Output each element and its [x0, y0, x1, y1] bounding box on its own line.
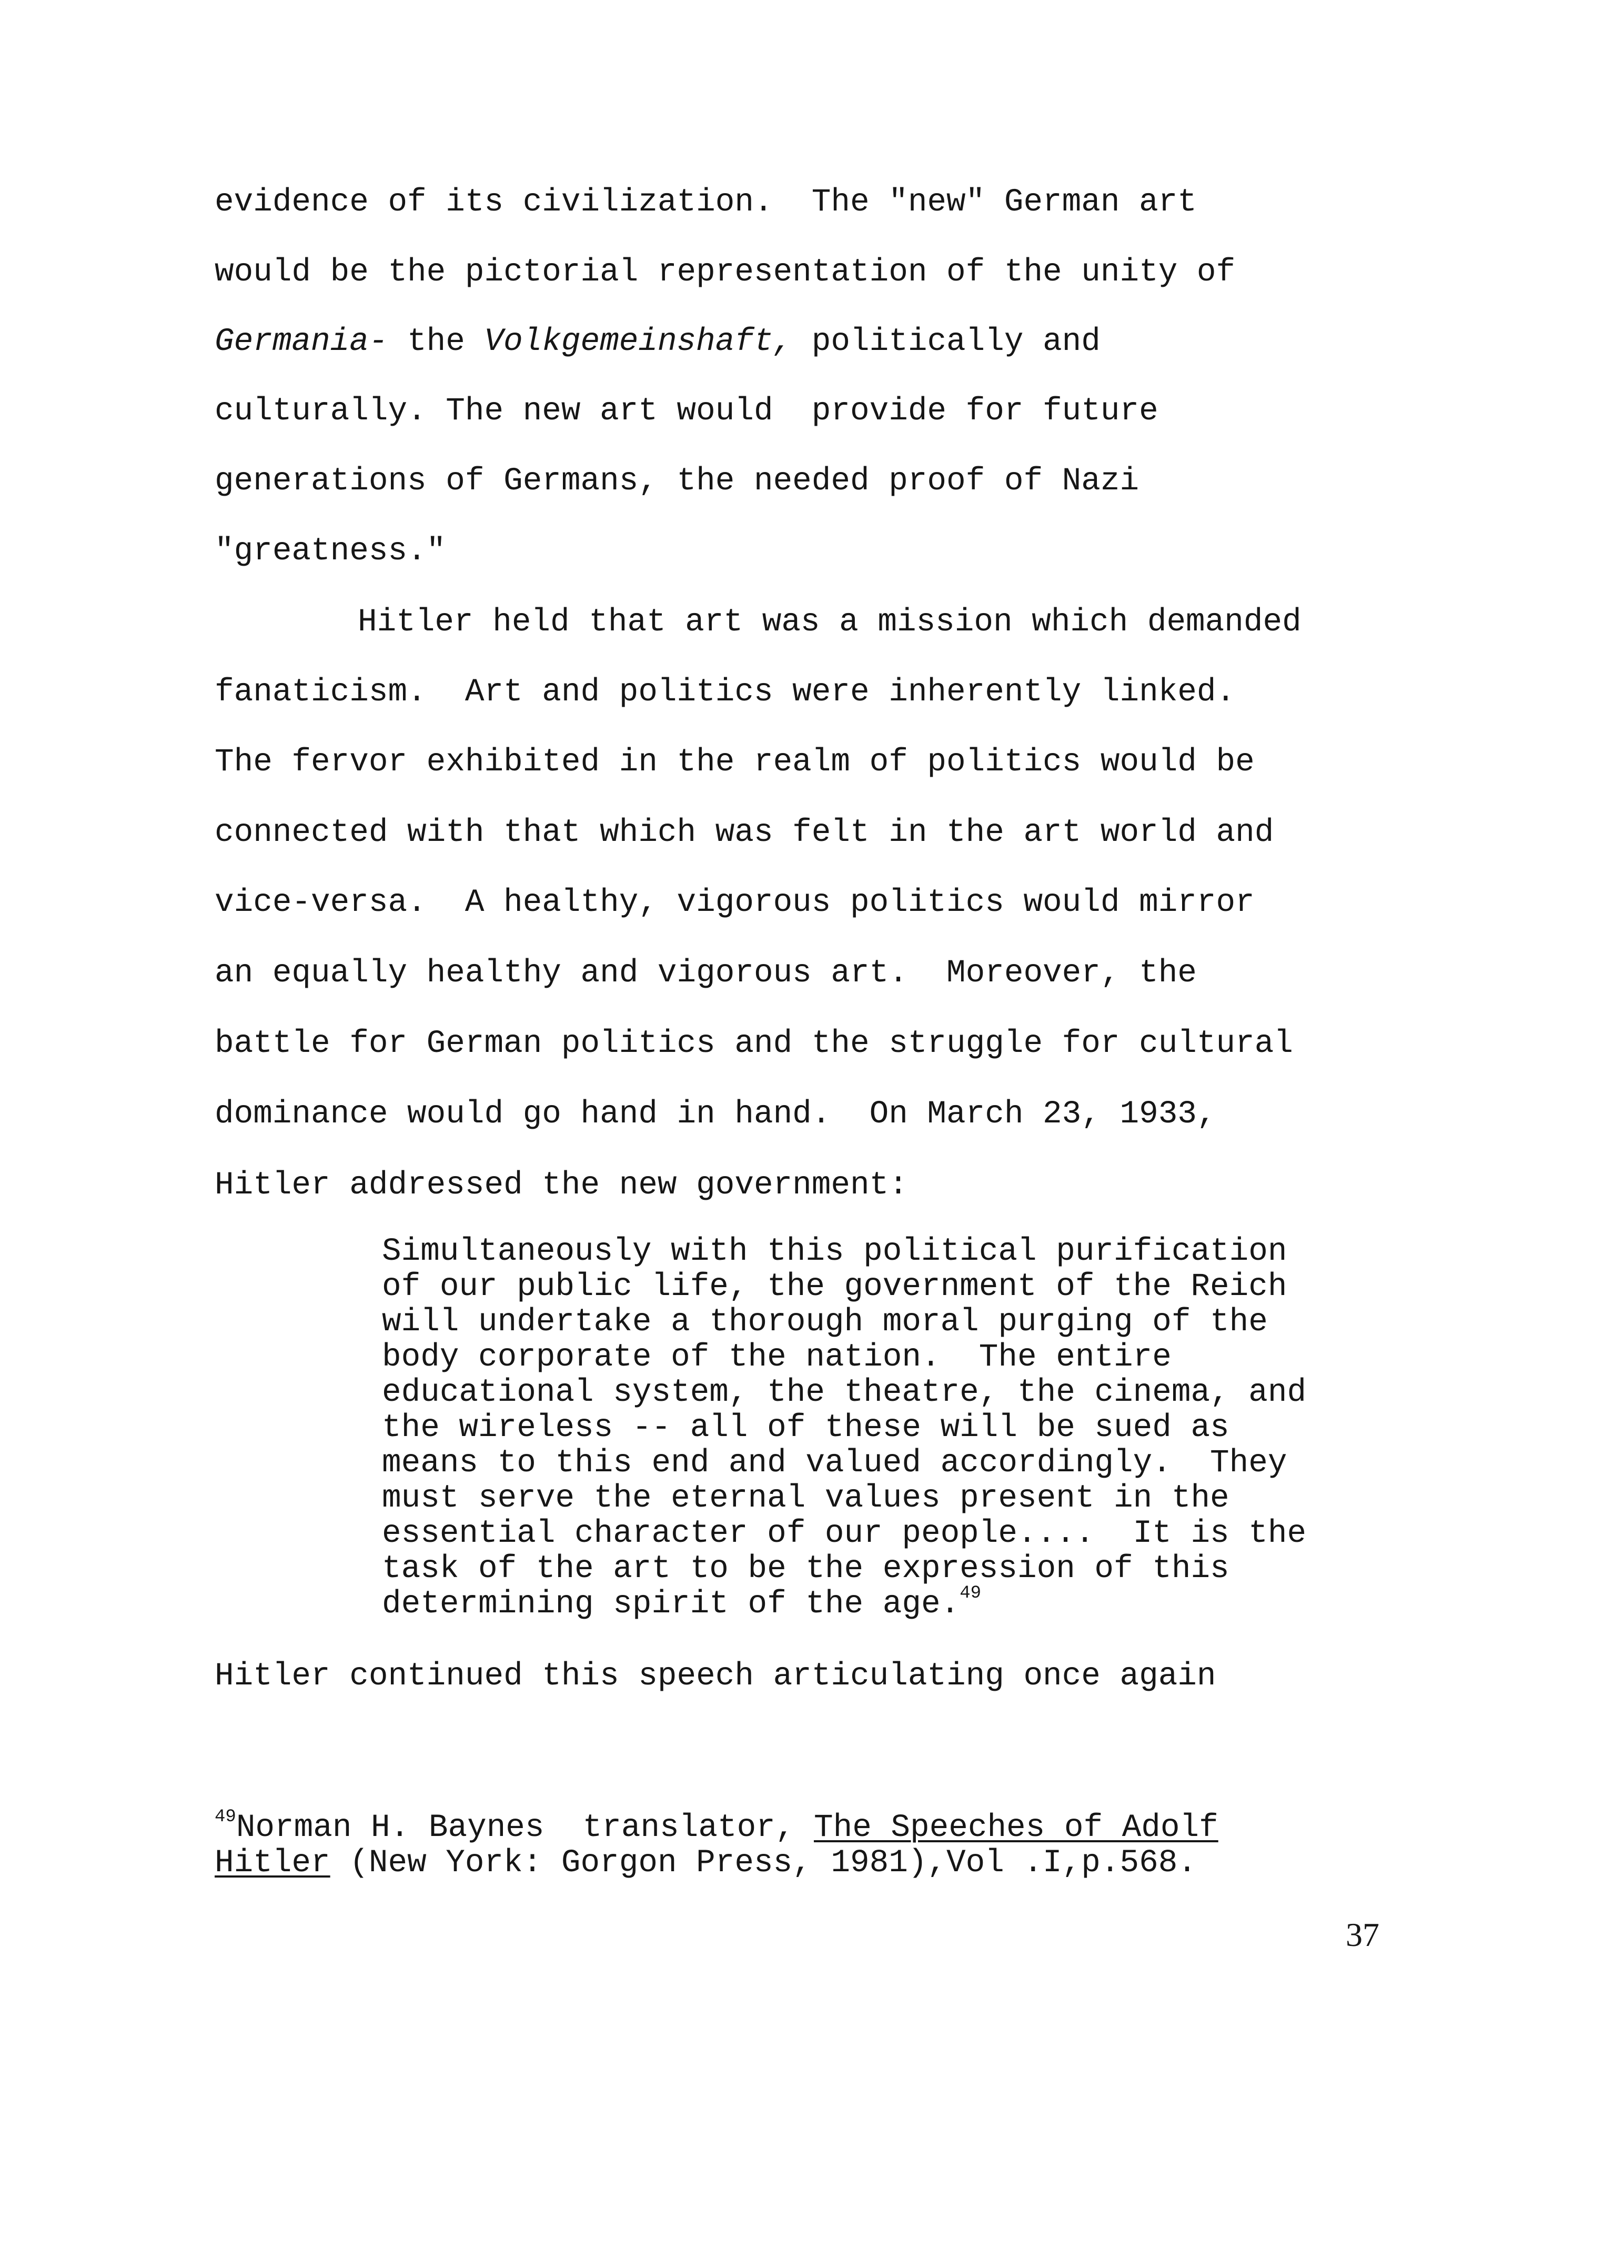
footnote	[215, 1807, 1425, 1881]
body-line: The fervor exhibited in the realm of politics would be	[215, 744, 1255, 780]
body-line: would be the pictorial representation of the unity of	[215, 254, 1236, 290]
body-line: generations of Germans, the needed proof of Nazi	[215, 463, 1139, 499]
quote-line: will undertake a thorough moral purging of the	[382, 1304, 1268, 1340]
footnote-number: 49	[215, 1807, 236, 1827]
quote-line: essential character of our people.... It is the	[382, 1516, 1307, 1552]
body-line: battle for German politics and the struggle for cultural	[215, 1026, 1293, 1062]
footnote-reference: 49	[960, 1583, 981, 1603]
body-line: "greatness."	[215, 533, 446, 569]
quote-line: of our public life, the government of the Reich	[382, 1269, 1287, 1305]
footnote-line	[215, 1807, 1425, 1846]
footnote-text: (New York: Gorgon Press, 1981),Vol .I,p.568.	[330, 1845, 1197, 1881]
quote-line: task of the art to be the expression of this	[382, 1551, 1229, 1587]
block-quote	[382, 1234, 1429, 1622]
quote-text: determining spirit of the age.	[382, 1586, 960, 1622]
footnote-book-title: Hitler	[215, 1845, 330, 1881]
body-line: fanaticism. Art and politics were inherently linked.	[215, 674, 1236, 710]
body-line: connected with that which was felt in the art world and	[215, 815, 1274, 851]
page-number: 37	[1346, 1916, 1379, 1953]
footnote-book-title: The Speeches of Adolf	[814, 1810, 1218, 1846]
body-line	[215, 321, 1101, 363]
body-line: culturally. The new art would provide for future	[215, 393, 1158, 429]
body-line: evidence of its civilization. The "new" German art	[215, 184, 1197, 220]
quote-line: the wireless -- all of these will be sued as	[382, 1410, 1229, 1446]
quote-line: educational system, the theatre, the cinema, and	[382, 1374, 1307, 1411]
footnote-line	[215, 1845, 1425, 1881]
body-line: an equally healthy and vigorous art. Moreover, the	[215, 955, 1197, 991]
footnote-text: Norman H. Baynes translator,	[236, 1810, 814, 1846]
quote-line: must serve the eternal values present in the	[382, 1480, 1229, 1517]
body-text: the	[388, 324, 485, 360]
italic-term-volkgemeinshaft: Volkgemeinshaft,	[484, 324, 793, 360]
body-line: dominance would go hand in hand. On March 23, 1933,	[215, 1096, 1216, 1132]
body-text: politically and	[792, 324, 1101, 360]
body-line: Hitler addressed the new government:	[215, 1167, 908, 1203]
quote-line: Simultaneously with this political purification	[382, 1233, 1287, 1270]
quote-line	[382, 1583, 1429, 1622]
body-line: vice-versa. A healthy, vigorous politics would mirror	[215, 885, 1255, 921]
body-line: Hitler held that art was a mission which demanded	[358, 604, 1302, 640]
italic-term-germania: Germania-	[215, 324, 388, 360]
body-line: Hitler continued this speech articulating once again	[215, 1658, 1216, 1694]
quote-line: means to this end and valued accordingly. They	[382, 1445, 1287, 1481]
quote-line: body corporate of the nation. The entire	[382, 1339, 1172, 1376]
